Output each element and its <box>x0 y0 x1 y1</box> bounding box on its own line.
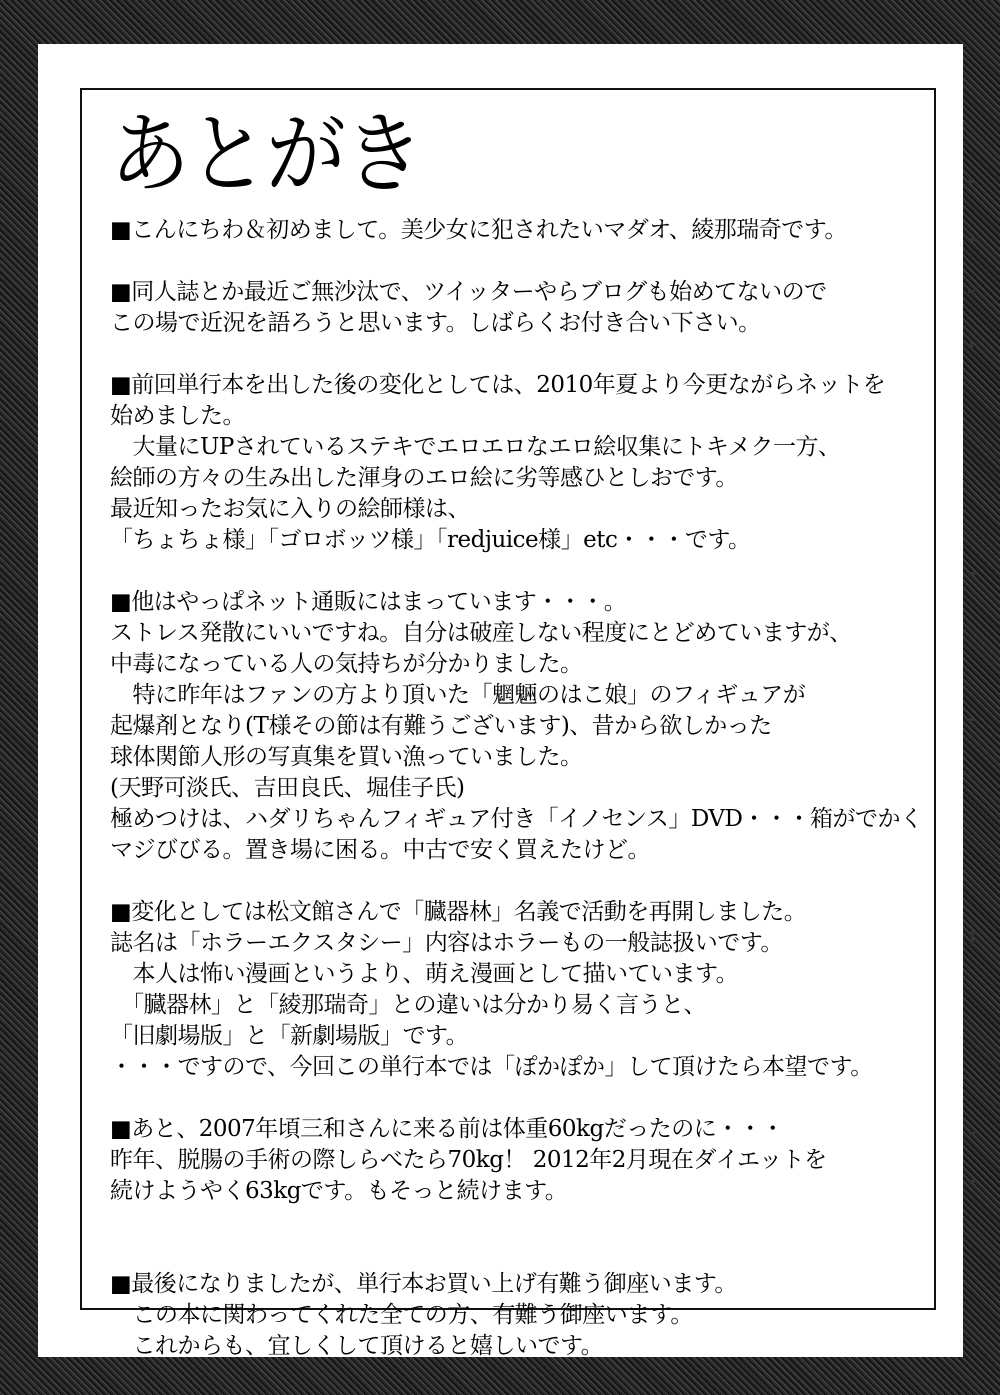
text-line: 「旧劇場版」と「新劇場版」です。 <box>110 1023 469 1049</box>
text-line: マジびびる。置き場に困る。中古で安く買えたけど。 <box>110 837 650 863</box>
text-line: これからも、宜しくして頂けると嬉しいです。 <box>110 1333 604 1359</box>
text-line: この本に関わってくれた全ての方、有難う御座います。 <box>110 1302 693 1328</box>
text-line: 球体関節人形の写真集を買い漁っていました。 <box>110 744 583 770</box>
text-line: 続けようやく63kgです。もそっと続けます。 <box>110 1178 568 1204</box>
paragraph-closing <box>110 1269 925 1362</box>
page-title: あとがき <box>110 103 422 206</box>
text-line: ■同人誌とか最近ご無沙汰で、ツイッターやらブログも始めてないので <box>110 279 827 305</box>
paragraph-greeting <box>110 215 925 246</box>
text-line: ■あと、2007年頃三和さんに来る前は体重60kgだったのに・・・ <box>110 1116 784 1142</box>
text-line: 中毒になっている人の気持ちが分かりました。 <box>110 651 583 677</box>
text-line: ■こんにちわ＆初めまして。美少女に犯されたいマダオ、綾那瑞奇です。 <box>110 217 847 243</box>
afterword-body <box>110 215 925 1393</box>
text-line: 「ちょちょ様」「ゴロボッツ様」「redjuice様」etc・・・です。 <box>110 527 751 553</box>
text-line: 大量にUPされているステキでエロエロなエロ絵収集にトキメク一方、 <box>110 434 841 460</box>
spacer <box>110 1238 925 1269</box>
paragraph-shopping <box>110 587 925 866</box>
text-line: ・・・ですので、今回この単行本では「ぽかぽか」して頂けたら本望です。 <box>110 1054 873 1080</box>
text-line: 最近知ったお気に入りの絵師様は、 <box>110 496 470 522</box>
text-line: (天野可淡氏、吉田良氏、堀佳子氏) <box>110 775 465 801</box>
text-line: 誌名は「ホラーエクスタシー」内容はホラーもの一般誌扱いです。 <box>110 930 783 956</box>
text-line: 特に昨年はファンの方より頂いた「魍魎のはこ娘」のフィギュアが <box>110 682 806 708</box>
text-line: 極めつけは、ハダリちゃんフィギュア付き「イノセンス」DVD・・・箱がでかく <box>110 806 923 832</box>
text-line: この場で近況を語ろうと思います。しばらくお付き合い下さい。 <box>110 310 761 336</box>
text-line: 「臓器林」と「綾那瑞奇」との違いは分かり易く言うと、 <box>110 992 706 1018</box>
text-line: 昨年、脱腸の手術の際しらべたら70kg！ 2012年2月現在ダイエットを <box>110 1147 827 1173</box>
text-line: 本人は怖い漫画というより、萌え漫画として描いています。 <box>110 961 739 987</box>
text-line: ■他はやっぱネット通販にはまっています・・・。 <box>110 589 627 615</box>
paragraph-intro <box>110 277 925 339</box>
text-line: ■最後になりましたが、単行本お買い上げ有難う御座います。 <box>110 1271 737 1297</box>
text-line: 始めました。 <box>110 403 245 429</box>
paragraph-activity <box>110 897 925 1083</box>
text-line: ■変化としては松文館さんで「臓器林」名義で活動を再開しました。 <box>110 899 807 925</box>
paragraph-internet <box>110 370 925 556</box>
text-line: 起爆剤となり(T様その節は有難うございます)、昔から欲しかった <box>110 713 772 739</box>
text-line: ストレス発散にいいですね。自分は破産しない程度にとどめていますが、 <box>110 620 852 646</box>
text-line: 絵師の方々の生み出した渾身のエロ絵に劣等感ひとしおです。 <box>110 465 738 491</box>
text-line: ■前回単行本を出した後の変化としては、2010年夏より今更ながらネットを <box>110 372 886 398</box>
paragraph-weight <box>110 1114 925 1207</box>
